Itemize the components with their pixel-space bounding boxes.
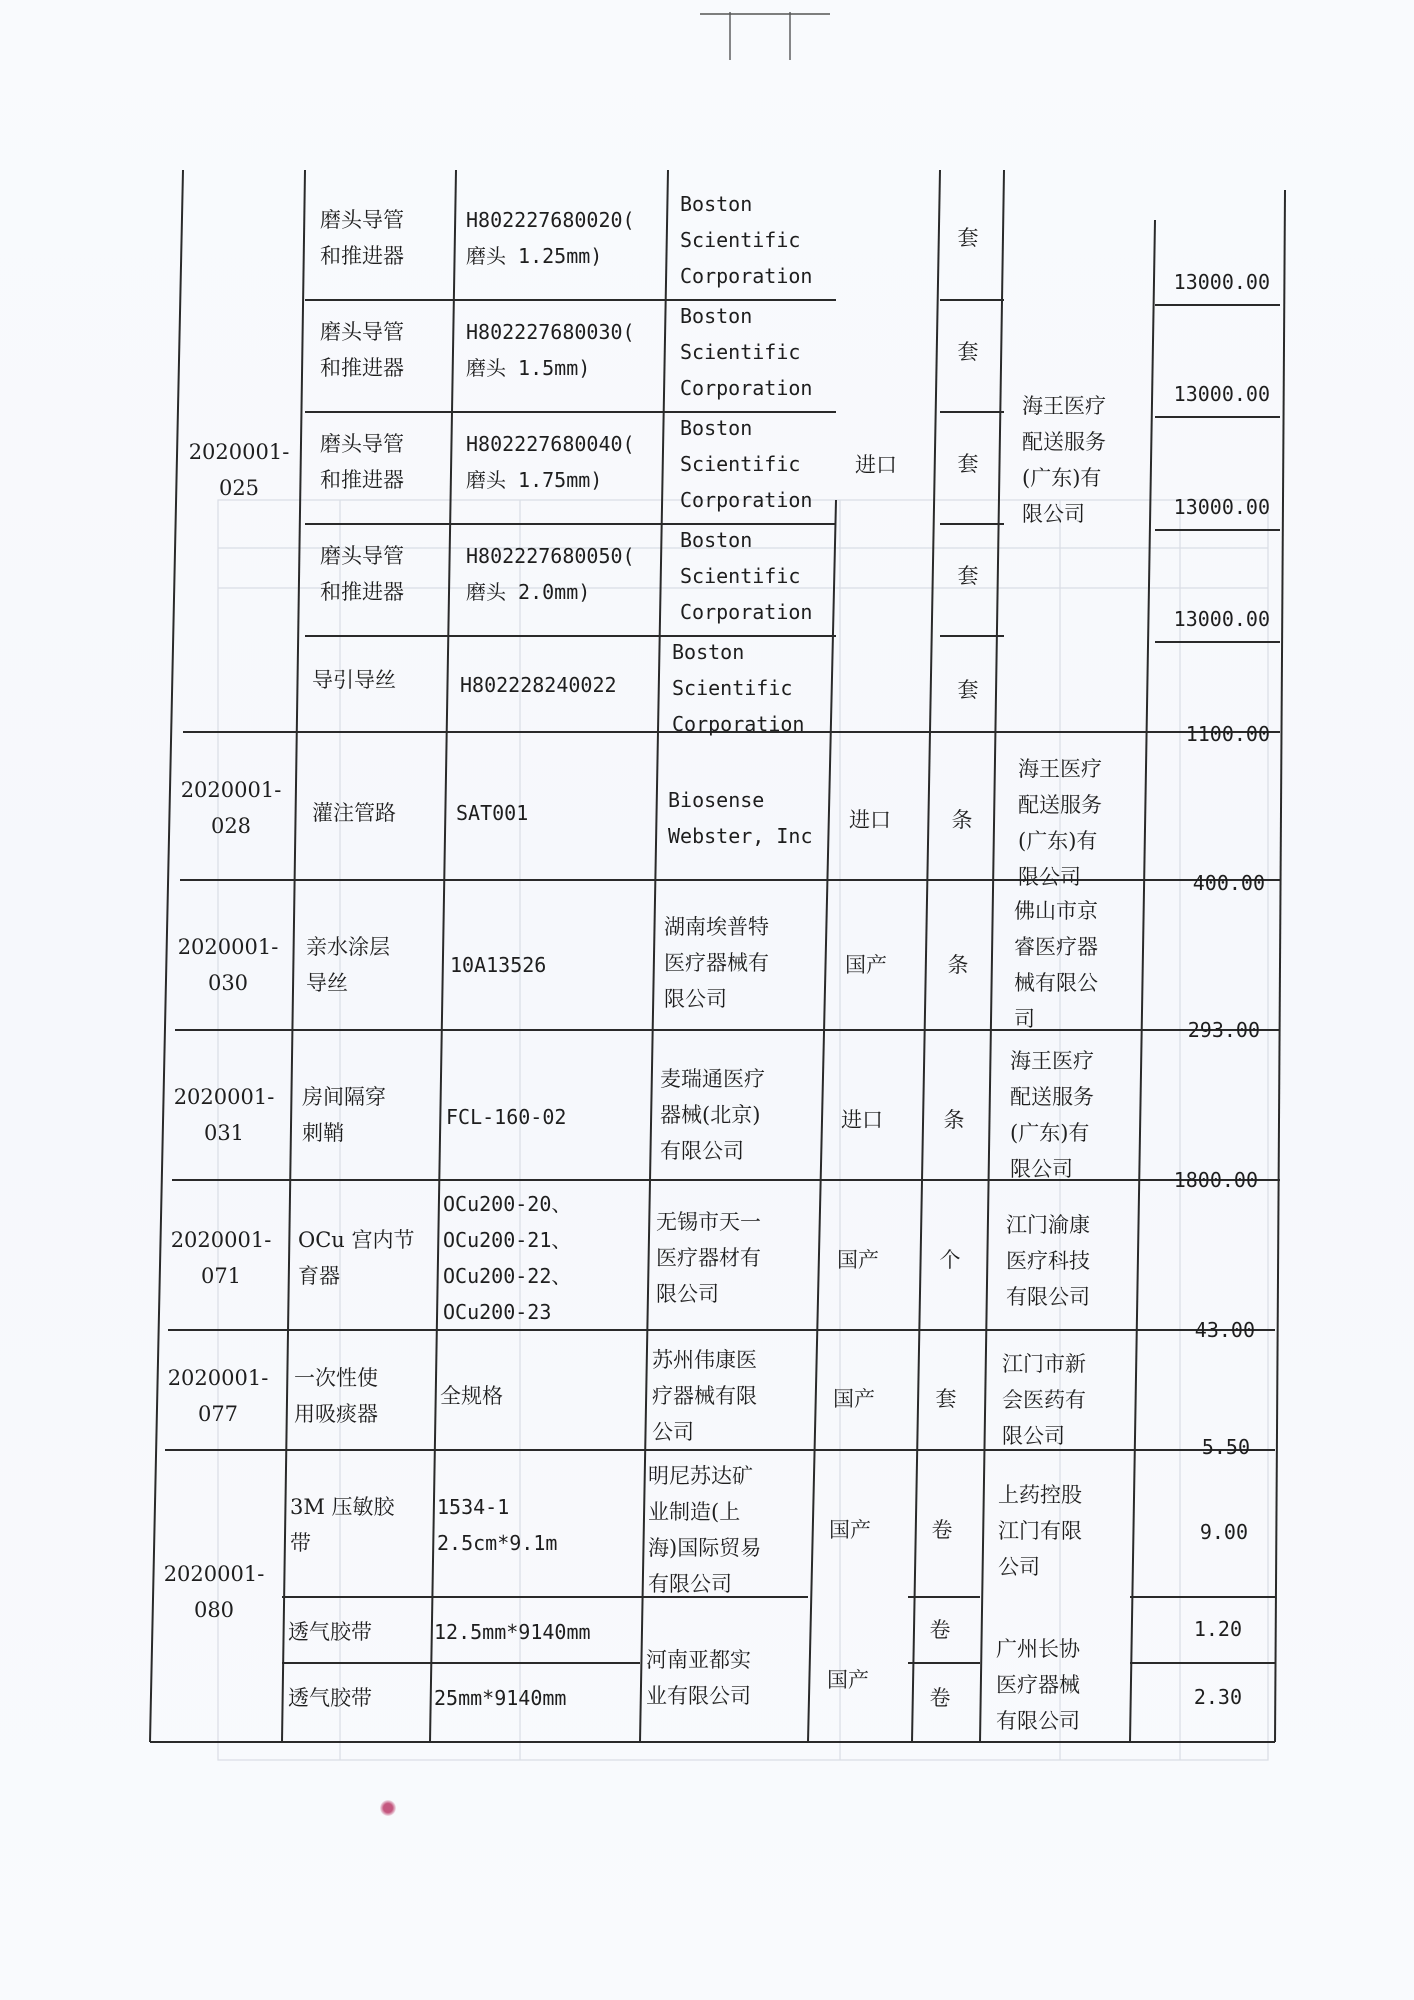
price-cell: 400.00 [1192, 871, 1265, 895]
origin-cell: 进口 [841, 1108, 883, 1132]
unit-cell: 套 [957, 564, 979, 588]
supplier-cell: 江门市新 会医药有 限公司 [1002, 1351, 1086, 1448]
model-cell: 10A13526 [450, 953, 547, 977]
code-cell: 2020001- 025 [188, 440, 290, 500]
model-cell: 12.5mm*9140mm [434, 1620, 591, 1644]
model-cell: H802227680040( 磨头 1.75mm) [466, 432, 635, 492]
price-cell: 9.00 [1199, 1520, 1248, 1544]
supplier-cell: 海王医疗 配送服务 (广东)有 限公司 [1022, 394, 1106, 526]
origin-cell: 国产 [829, 1518, 871, 1542]
manufacturer-cell: Boston Scientific Corporation [680, 303, 813, 400]
column-rule [1275, 190, 1285, 1742]
price-cell: 13000.00 [1173, 495, 1270, 519]
model-cell: H802227680050( 磨头 2.0mm) [466, 544, 635, 604]
code-cell: 2020001- 080 [163, 1562, 265, 1622]
unit-cell: 套 [935, 1387, 957, 1411]
manufacturer-cell: Biosense Webster, Inc [668, 787, 813, 848]
supplier-cell: 佛山市京 睿医疗器 械有限公 司 [1014, 899, 1098, 1031]
code-cell: 2020001- 028 [180, 778, 282, 838]
manufacturer-cell: Boston Scientific Corporation [680, 527, 813, 624]
model-cell: OCu200-20、 OCu200-21、 OCu200-22、 OCu200-23 [443, 1192, 572, 1324]
price-cell: 293.00 [1187, 1018, 1260, 1042]
product-name-cell: 3M 压敏胶 带 [290, 1495, 395, 1555]
supplier-cell: 海王医疗 配送服务 (广东)有 限公司 [1018, 757, 1102, 889]
supplier-cell: 上药控股 江门有限 公司 [998, 1482, 1082, 1579]
origin-cell: 国产 [827, 1668, 869, 1692]
ink-dot [380, 1800, 396, 1816]
code-cell: 2020001- 071 [170, 1228, 272, 1288]
code-cell: 2020001- 031 [173, 1085, 275, 1145]
product-name-cell: 透气胶带 [288, 1686, 372, 1710]
model-cell: 1534-1 2.5cm*9.1m [437, 1495, 558, 1555]
unit-cell: 套 [957, 452, 979, 476]
product-name-cell: 亲水涂层 导丝 [306, 935, 390, 995]
unit-cell: 卷 [929, 1686, 951, 1710]
unit-cell: 卷 [929, 1618, 951, 1642]
unit-cell: 个 [939, 1248, 961, 1272]
manufacturer-cell: 无锡市天一 医疗器材有 限公司 [656, 1209, 761, 1306]
manufacturer-cell: 湖南埃普特 医疗器械有 限公司 [664, 914, 769, 1011]
top-edge-marks [700, 12, 830, 60]
manufacturer-cell: 明尼苏达矿 业制造(上 海)国际贸易 有限公司 [648, 1464, 762, 1596]
price-cell: 43.00 [1194, 1318, 1255, 1342]
manufacturer-cell: Boston Scientific Corporation [672, 639, 805, 736]
product-name-cell: 透气胶带 [288, 1620, 372, 1644]
origin-cell: 国产 [837, 1248, 879, 1272]
manufacturer-cell: Boston Scientific Corporation [680, 191, 813, 288]
product-name-cell: 房间隔穿 刺鞘 [302, 1085, 386, 1145]
price-cell: 1800.00 [1173, 1168, 1258, 1192]
unit-cell: 条 [947, 953, 969, 977]
price-cell: 1.20 [1193, 1617, 1242, 1641]
product-name-cell: 磨头导管 和推进器 [320, 320, 404, 380]
price-cell: 5.50 [1201, 1435, 1250, 1459]
model-cell: H802228240022 [460, 673, 617, 697]
product-name-cell: 灌注管路 [312, 801, 396, 825]
unit-cell: 卷 [931, 1518, 953, 1542]
code-cell: 2020001- 030 [177, 935, 279, 995]
origin-cell: 国产 [845, 953, 887, 977]
manufacturer-cell: 苏州伟康医 疗器械有限 公司 [652, 1347, 757, 1444]
product-name-cell: 磨头导管 和推进器 [320, 544, 404, 604]
model-cell: 全规格 [440, 1384, 503, 1408]
unit-cell: 套 [957, 226, 979, 250]
price-cell: 13000.00 [1173, 382, 1270, 406]
model-cell: H802227680030( 磨头 1.5mm) [466, 320, 635, 380]
supplier-cell: 广州长协 医疗器械 有限公司 [996, 1636, 1080, 1733]
origin-cell: 进口 [849, 808, 891, 832]
product-name-cell: 磨头导管 和推进器 [320, 432, 404, 492]
supplier-cell: 江门渝康 医疗科技 有限公司 [1006, 1212, 1090, 1309]
product-name-cell: 磨头导管 和推进器 [320, 208, 404, 268]
manufacturer-cell: Boston Scientific Corporation [680, 415, 813, 512]
manufacturer-cell: 麦瑞通医疗 器械(北京) 有限公司 [660, 1066, 765, 1163]
price-cell: 13000.00 [1173, 607, 1270, 631]
column-rule [1130, 220, 1155, 1742]
origin-cell: 国产 [833, 1387, 875, 1411]
unit-cell: 套 [957, 340, 979, 364]
price-cell: 1100.00 [1185, 722, 1270, 746]
model-cell: SAT001 [456, 801, 529, 825]
price-cell: 2.30 [1193, 1685, 1242, 1709]
model-cell: H802227680020( 磨头 1.25mm) [466, 208, 635, 268]
code-cell: 2020001- 077 [167, 1366, 269, 1426]
manufacturer-cell: 河南亚都实 业有限公司 [646, 1648, 751, 1708]
product-name-cell: 一次性使 用吸痰器 [294, 1366, 378, 1426]
unit-cell: 条 [951, 808, 973, 832]
unit-cell: 套 [957, 678, 979, 702]
unit-cell: 条 [943, 1108, 965, 1132]
model-cell: FCL-160-02 [446, 1105, 567, 1129]
origin-cell: 进口 [855, 453, 897, 477]
product-name-cell: 导引导丝 [312, 668, 396, 692]
product-name-cell: OCu 宫内节 育器 [298, 1228, 415, 1288]
model-cell: 25mm*9140mm [434, 1686, 567, 1710]
supplier-cell: 海王医疗 配送服务 (广东)有 限公司 [1010, 1049, 1094, 1181]
price-cell: 13000.00 [1173, 270, 1270, 294]
